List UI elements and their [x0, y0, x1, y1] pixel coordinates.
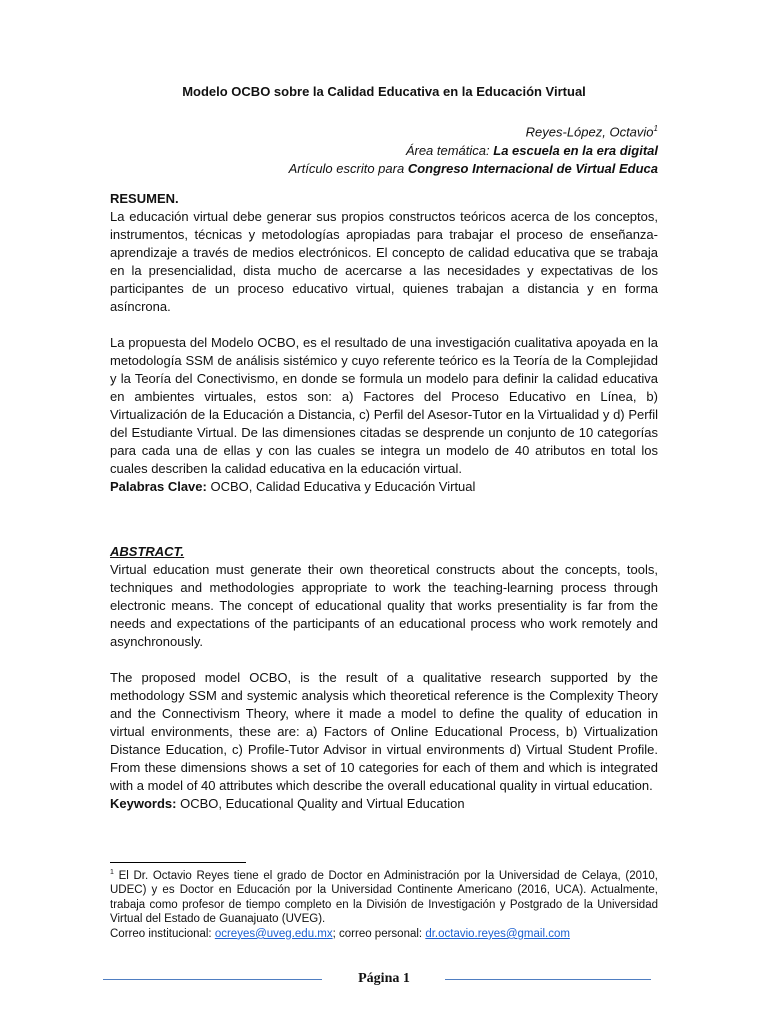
footnote-text	[110, 866, 658, 927]
article-line	[289, 160, 658, 179]
footnote-emails	[110, 927, 658, 942]
area-line	[289, 142, 658, 161]
keywords-label-es: Palabras Clave:	[110, 479, 207, 494]
footer-rule-left	[103, 979, 322, 980]
footnote-ref: 1	[653, 124, 658, 133]
paper-title: Modelo OCBO sobre la Calidad Educativa en la Educación Virtual	[182, 84, 586, 99]
author-line	[289, 120, 658, 142]
keywords-value-es: OCBO, Calidad Educativa y Educación Virtual	[206, 479, 476, 494]
abstract-keywords	[110, 795, 658, 813]
abstract-paragraph-1: Virtual education must generate their own theoretical constructs about the concepts, tools, techniques and methodologies appropriate to work the teaching-learning process through electronic means. The concept of educational quality that works presentiality is far from the needs and expectations of the participants of an educational process who work remotely and asynchronously.	[110, 562, 658, 649]
resumen-keywords	[110, 478, 658, 496]
personal-email-link[interactable]: dr.octavio.reyes@gmail.com	[425, 927, 570, 940]
resumen-section	[110, 190, 658, 496]
area-value: La escuela en la era digital	[493, 142, 658, 158]
email-separator: ; correo personal:	[332, 927, 426, 940]
footnote-body: El Dr. Octavio Reyes tiene el grado de Doctor en Administración por la Universidad de Celaya, (2010, UDEC) y es Doctor en Educación por la Universidad Continente Americano (2016, UCA). Actualmente, trabaja como profesor de tiempo completo en la División de Investigación y Postgrado de la Universidad Virtual del Estado de Guanajuato (UVEG).	[110, 869, 658, 926]
article-value: Congreso Internacional de Virtual Educa	[407, 161, 658, 177]
abstract-paragraph-2: The proposed model OCBO, is the result of a qualitative research supported by the methodology SSM and systemic analysis which theoretical reference is the Complexity Theory and the Connectivism Theory, where it made a model to define the quality of education in virtual environments, these are: a) Factors of Online Educational Process, b) Virtualization Distance Education, c) Profile-Tutor Advisor in virtual environments d) Virtual Student Profile. From these dimensions shows a set of 10 categories for each of them and which is integrated with a model of 40 attributes which describe the overall educational quality in virtual education.	[110, 670, 658, 793]
footnote-separator	[110, 862, 246, 863]
page-number: Página 1	[358, 971, 410, 986]
resumen-paragraph-1: La educación virtual debe generar sus propios constructos teóricos acerca de los conceptos, instrumentos, técnicas y metodologías apropiadas para trabajar el proceso de enseñanza-aprendizaje a través de medios electrónicos. El concepto de calidad educativa que se trabaja en la presencialidad, dista mucho de acercarse a las necesidades y expectativas de los participantes de un proceso educativo virtual, quienes trabajan a distancia y en forma asíncrona.	[110, 209, 658, 314]
institutional-email-link[interactable]: ocreyes@uveg.edu.mx	[214, 927, 333, 940]
footnote-mark: 1	[110, 869, 114, 876]
author-block	[289, 120, 658, 179]
footer-rule-right	[445, 979, 651, 980]
resumen-paragraph-2: La propuesta del Modelo OCBO, es el resultado de una investigación cualitativa apoyada en la metodología SSM de análisis sistémico y cuyo referente teórico es la Teoría de la Complejidad y la Teoría del Conectivismo, en donde se formula un modelo para definir la calidad educativa en ambientes virtuales, estos son: a) Factores del Proceso Educativo en Línea, b) Virtualización de la Educación a Distancia, c) Perfil del Asesor-Tutor en la Virtualidad y d) Perfil del Estudiante Virtual. De las dimensiones citadas se desprende un conjunto de 10 categorías para cada una de ellas y con las cuales se integra un modelo de 40 atributos en total los cuales describen la calidad educativa en la educación virtual.	[110, 335, 658, 476]
abstract-heading: ABSTRACT.	[110, 544, 185, 559]
area-label: Área temática:	[405, 142, 494, 158]
keywords-label-en: Keywords:	[110, 796, 177, 811]
resumen-heading: RESUMEN.	[110, 191, 179, 206]
article-label: Artículo escrito para	[288, 161, 408, 177]
abstract-section	[110, 543, 658, 813]
author-name: Reyes-López, Octavio	[525, 124, 654, 140]
email-prefix: Correo institucional:	[110, 927, 215, 940]
footnote	[110, 866, 658, 941]
keywords-value-en: OCBO, Educational Quality and Virtual Education	[176, 796, 465, 811]
